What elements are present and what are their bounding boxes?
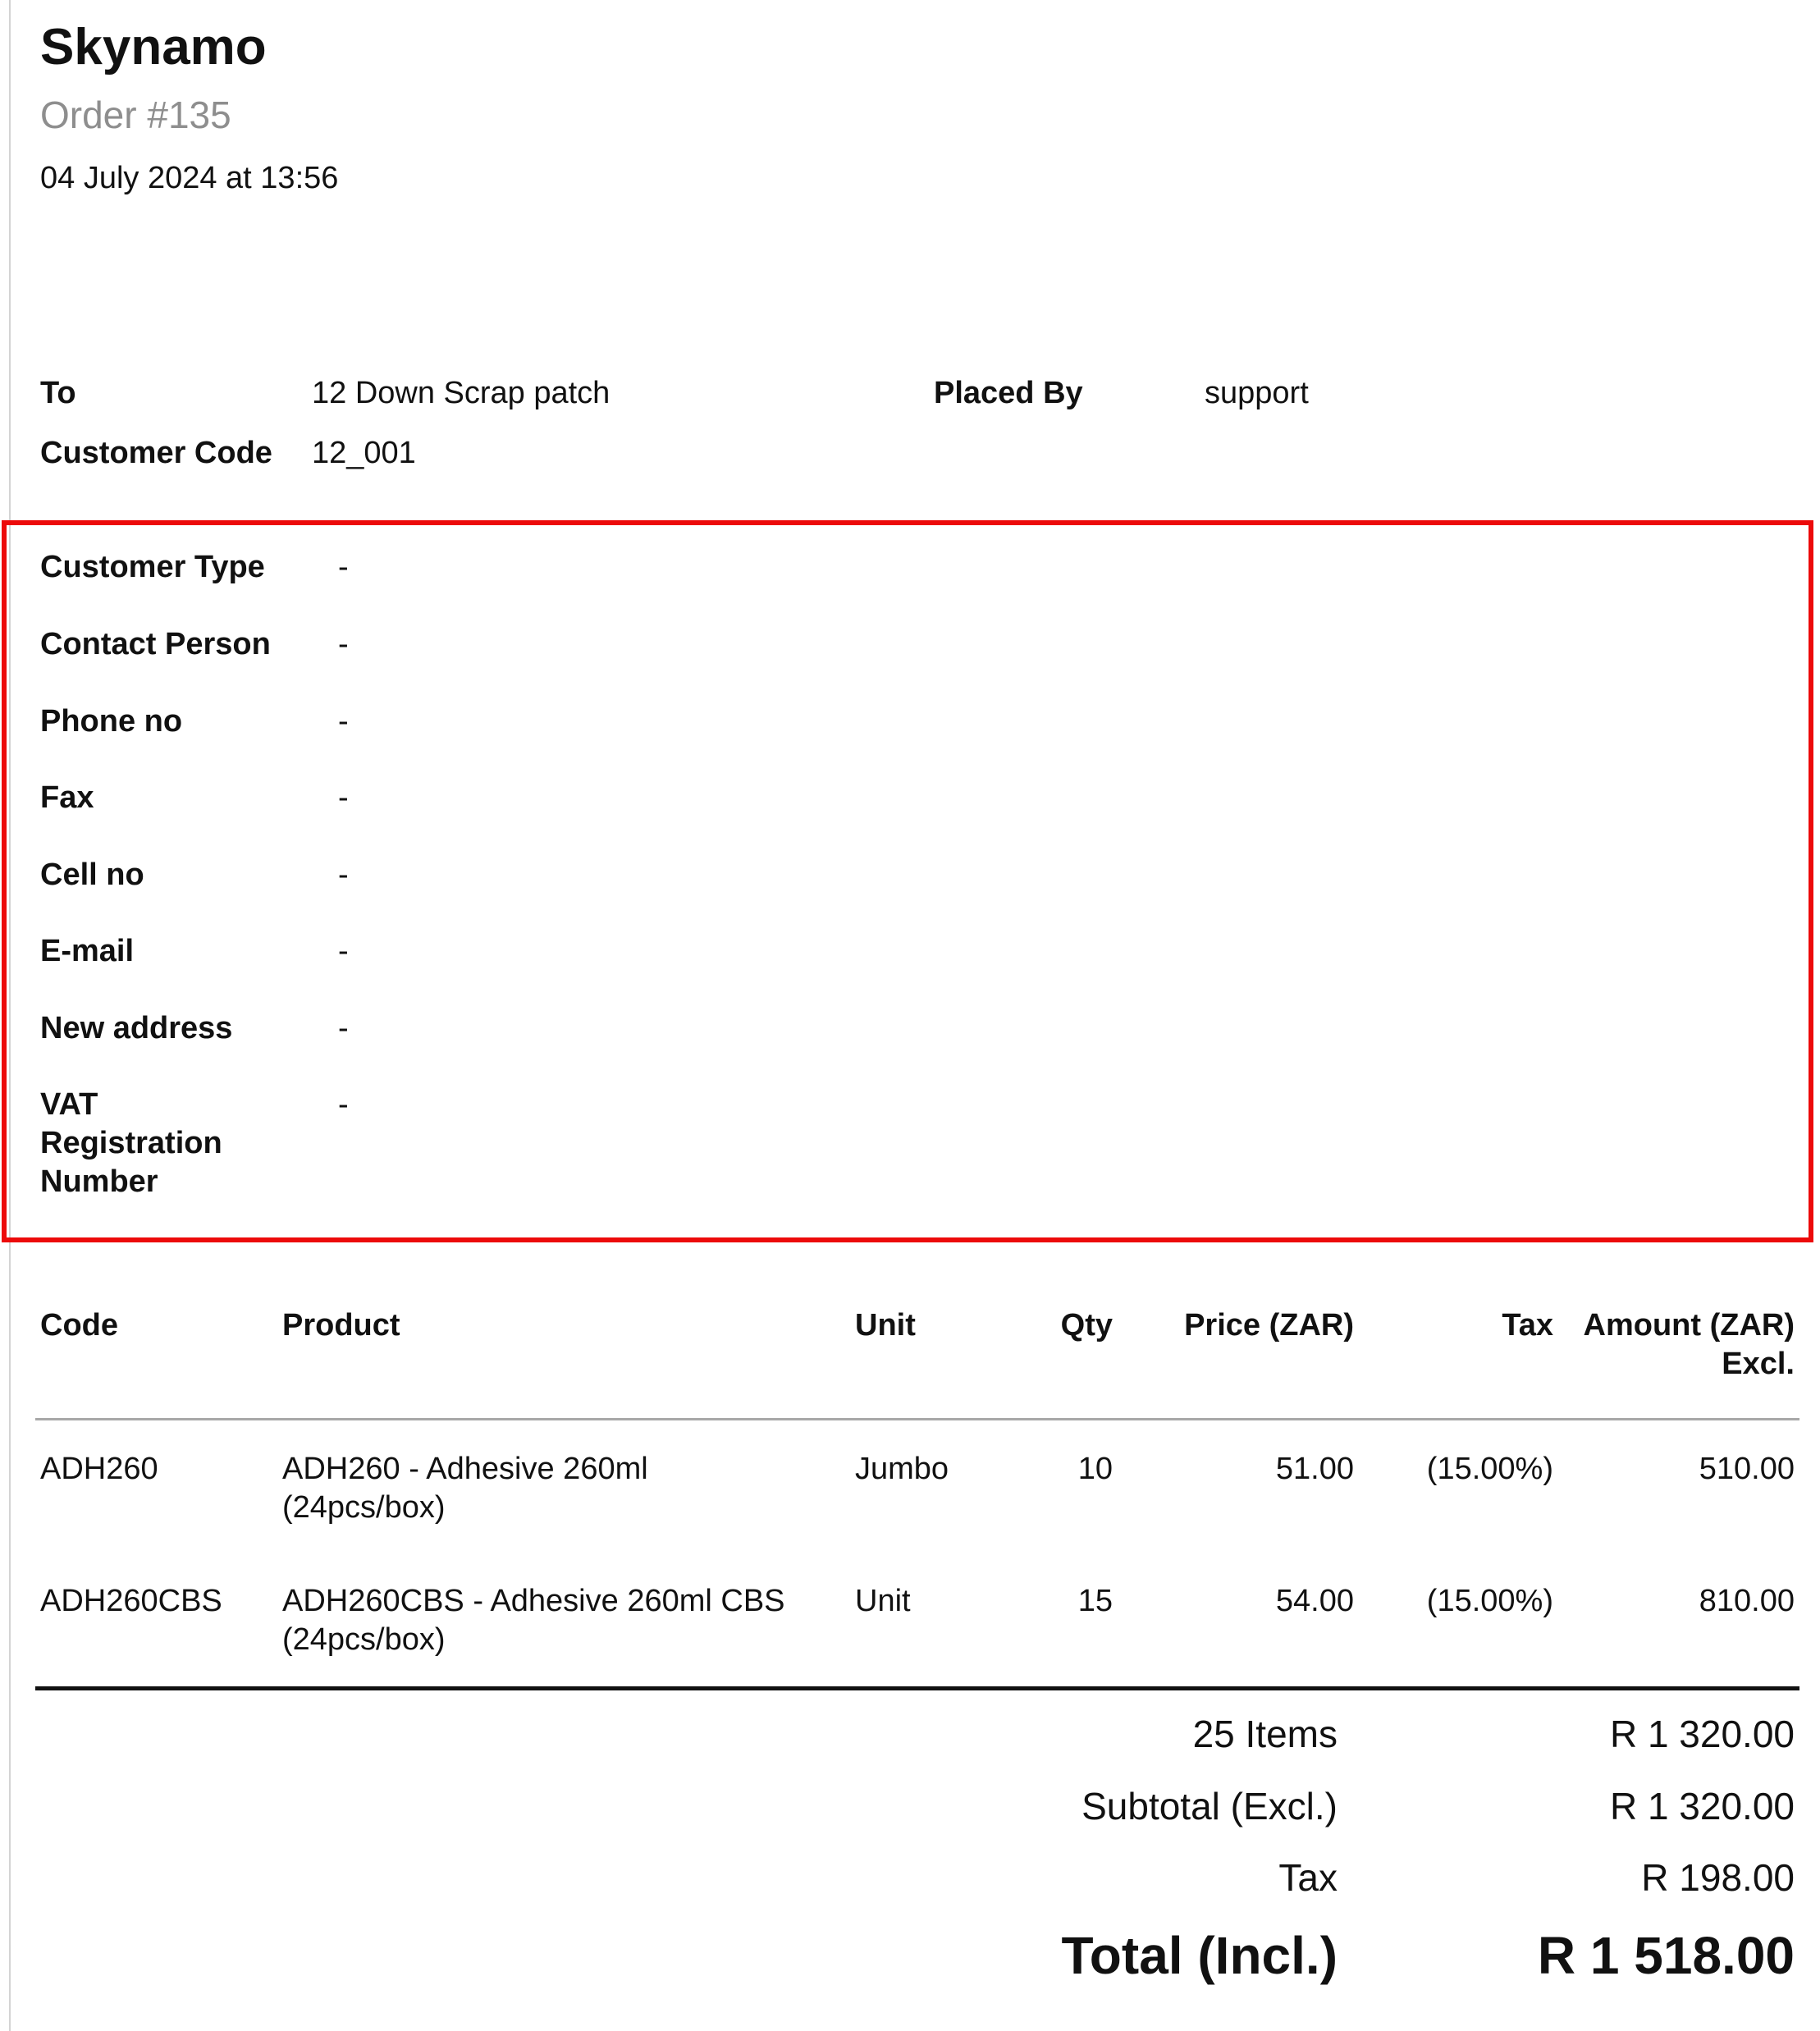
detail-value: -	[338, 627, 349, 661]
row2-product-pack: (24pcs/box)	[282, 1622, 446, 1657]
customer-code-label: Customer Code	[40, 436, 272, 470]
col-header-unit: Unit	[855, 1308, 916, 1343]
col-header-qty: Qty	[1060, 1308, 1113, 1343]
row2-qty: 15	[1077, 1584, 1113, 1618]
detail-value: -	[338, 704, 349, 739]
placed-by-label: Placed By	[934, 376, 1083, 410]
row1-qty: 10	[1077, 1452, 1113, 1486]
subtotal-label: Subtotal (Excl.)	[1081, 1785, 1338, 1827]
items-count-label: 25 Items	[1192, 1713, 1338, 1755]
row1-code: ADH260	[40, 1452, 158, 1486]
to-label: To	[40, 376, 76, 410]
detail-label: Fax	[40, 780, 94, 815]
tax-label: Tax	[1278, 1856, 1338, 1899]
detail-value: -	[338, 934, 349, 968]
row2-amount: 810.00	[1699, 1584, 1795, 1618]
row1-product-pack: (24pcs/box)	[282, 1490, 446, 1525]
col-header-product: Product	[282, 1308, 400, 1343]
detail-value: -	[338, 1011, 349, 1045]
detail-label: New address	[40, 1011, 233, 1045]
order-date: 04 July 2024 at 13:56	[40, 161, 339, 195]
detail-label: E-mail	[40, 934, 135, 968]
col-header-price: Price (ZAR)	[1184, 1308, 1354, 1343]
row1-product: ADH260 - Adhesive 260ml	[282, 1452, 648, 1486]
detail-value: -	[338, 1087, 349, 1122]
col-header-amount: Amount (ZAR)	[1583, 1308, 1795, 1343]
totals-divider	[35, 1686, 1799, 1690]
subtotal-value: R 1 320.00	[1609, 1785, 1795, 1827]
total-label: Total (Incl.)	[1061, 1926, 1338, 1985]
detail-label: Phone no	[40, 704, 183, 739]
company-name: Skynamo	[40, 19, 267, 75]
col-header-amount-excl: Excl.	[1722, 1347, 1795, 1381]
detail-label: Cell no	[40, 858, 144, 892]
tax-value: R 198.00	[1641, 1856, 1795, 1899]
row1-unit: Jumbo	[855, 1452, 949, 1486]
detail-value: -	[338, 858, 349, 892]
detail-value: -	[338, 780, 349, 815]
to-value: 12 Down Scrap patch	[312, 376, 610, 410]
placed-by-value: support	[1205, 376, 1309, 410]
row2-code: ADH260CBS	[40, 1584, 222, 1618]
row2-price: 54.00	[1275, 1584, 1354, 1618]
detail-value: -	[338, 550, 349, 584]
row2-unit: Unit	[855, 1584, 911, 1618]
detail-label: Contact Person	[40, 627, 271, 661]
row1-tax: (15.00%)	[1426, 1452, 1553, 1486]
col-header-code: Code	[40, 1308, 118, 1343]
header-divider	[35, 1418, 1799, 1420]
row2-product: ADH260CBS - Adhesive 260ml CBS	[282, 1584, 785, 1618]
detail-label: VAT Registration Number	[40, 1087, 222, 1199]
row2-tax: (15.00%)	[1426, 1584, 1553, 1618]
order-number: Order #135	[40, 94, 231, 136]
row1-price: 51.00	[1275, 1452, 1354, 1486]
col-header-tax: Tax	[1502, 1308, 1553, 1343]
row1-amount: 510.00	[1699, 1452, 1795, 1486]
total-value: R 1 518.00	[1537, 1926, 1795, 1985]
customer-code-value: 12_001	[312, 436, 416, 470]
detail-label: Customer Type	[40, 550, 265, 584]
items-value: R 1 320.00	[1609, 1713, 1795, 1755]
